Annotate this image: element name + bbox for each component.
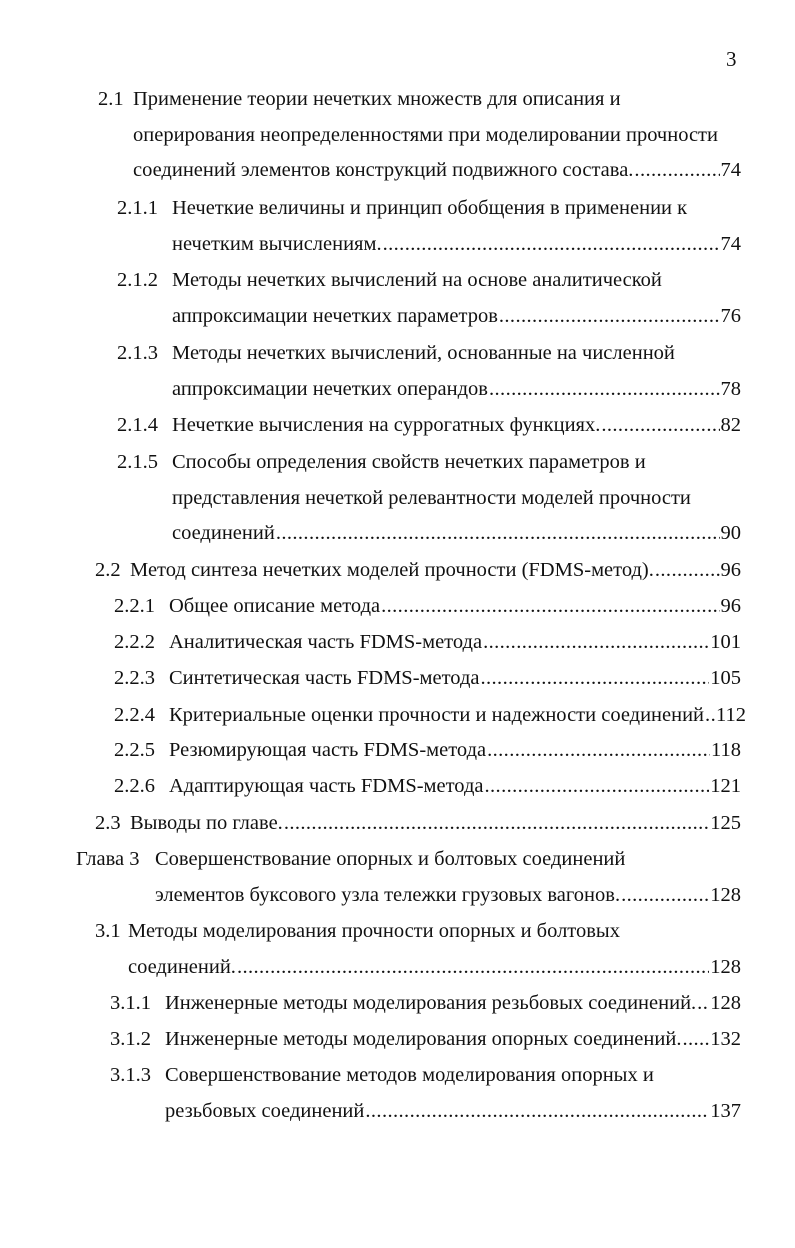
toc-number: 2.1.1 <box>117 197 158 219</box>
toc-page: 101 <box>710 631 741 653</box>
toc-entry-2-1-5-line3 <box>172 520 741 546</box>
toc-number: 2.2 <box>95 559 121 581</box>
toc-number: 3.1 <box>95 920 121 942</box>
toc-title: Критериальные оценки прочности и надежности соединений <box>169 704 705 726</box>
toc-page: 128 <box>710 956 741 978</box>
toc-page: 78 <box>720 378 741 400</box>
dot-leader <box>487 737 710 763</box>
toc-number: 2.1 <box>98 88 124 110</box>
dot-leader <box>237 954 709 980</box>
dot-leader <box>634 157 719 183</box>
toc-entry-2-2-1-line1 <box>169 593 741 619</box>
dot-leader <box>480 665 709 691</box>
toc-page: 112 <box>716 704 747 726</box>
toc-title: резьбовых соединений <box>165 1100 365 1122</box>
toc-title: нечетким вычислениям. <box>172 233 382 255</box>
dot-leader <box>365 1098 709 1124</box>
toc-entry-2-1-4-line1 <box>172 412 741 438</box>
toc-title: Методы нечетких вычислений, основанные на численной <box>172 342 675 364</box>
toc-entry-chapter-3-line2 <box>155 882 741 908</box>
dot-leader <box>284 810 709 836</box>
toc-entry-2-1-5-line2 <box>172 485 691 511</box>
toc-page: 74 <box>720 233 741 255</box>
toc-number: 2.2.5 <box>114 739 155 761</box>
toc-entry-2-1-3-line2 <box>172 376 741 402</box>
toc-number: 2.2.3 <box>114 667 155 689</box>
toc-title: Способы определения свойств нечетких параметров и <box>172 451 646 473</box>
dot-leader <box>705 702 715 728</box>
toc-entry-2-1-line1 <box>133 86 621 112</box>
toc-entry-3-1-1-line1 <box>165 990 741 1016</box>
toc-title: Методы моделирования прочности опорных и болтовых <box>128 920 620 942</box>
dot-leader <box>485 773 710 799</box>
toc-entry-2-3-line1 <box>130 810 741 836</box>
dot-leader <box>697 990 709 1016</box>
toc-title: соединений <box>172 522 275 544</box>
dot-leader <box>383 231 720 257</box>
toc-title: Инженерные методы моделирования опорных соединений. <box>165 1028 682 1050</box>
dot-leader <box>276 520 720 546</box>
toc-title: Резюмирующая часть FDMS-метода <box>169 739 487 761</box>
toc-number: 2.2.1 <box>114 595 155 617</box>
toc-page: 96 <box>720 559 741 581</box>
toc-title: Нечеткие вычисления на суррогатных функциях. <box>172 414 601 436</box>
toc-page: 90 <box>720 522 741 544</box>
toc-page: 128 <box>710 884 741 906</box>
dot-leader <box>655 557 720 583</box>
toc-entry-3-1-3-line2 <box>165 1098 741 1124</box>
toc-page: 74 <box>720 159 741 181</box>
toc-number: 2.1.3 <box>117 342 158 364</box>
toc-entry-3-1-line2 <box>128 954 741 980</box>
toc-number: 3.1.3 <box>110 1064 151 1086</box>
toc-entry-2-1-1-line2 <box>172 231 741 257</box>
toc-entry-2-1-2-line2 <box>172 303 741 329</box>
toc-number: 2.3 <box>95 812 121 834</box>
toc-entry-3-1-line1 <box>128 918 620 944</box>
toc-number: 3.1.2 <box>110 1028 151 1050</box>
toc-number: 2.1.2 <box>117 269 158 291</box>
toc-page: 137 <box>710 1100 741 1122</box>
toc-title: аппроксимации нечетких операндов <box>172 378 488 400</box>
dot-leader <box>381 593 719 619</box>
toc-title: Аналитическая часть FDMS-метода <box>169 631 483 653</box>
dot-leader <box>601 412 719 438</box>
toc-title: Метод синтеза нечетких моделей прочности (FDMS-метод). <box>130 559 654 581</box>
toc-number: Глава 3 <box>76 848 140 870</box>
toc-title: аппроксимации нечетких параметров <box>172 305 498 327</box>
toc-title: Совершенствование методов моделирования опорных и <box>165 1064 654 1086</box>
toc-title: соединений. <box>128 956 236 978</box>
toc-entry-3-1-2-line1 <box>165 1026 741 1052</box>
toc-page: 121 <box>710 775 741 797</box>
toc-entry-2-2-3-line1 <box>169 665 741 691</box>
toc-title: Инженерные методы моделирования резьбовых соединений. <box>165 992 697 1014</box>
toc-title: Применение теории нечетких множеств для описания и <box>133 88 621 110</box>
dot-leader <box>682 1026 709 1052</box>
toc-page: 96 <box>720 595 741 617</box>
toc-page: 125 <box>710 812 741 834</box>
toc-entry-2-2-6-line1 <box>169 773 741 799</box>
toc-number: 2.1.4 <box>117 414 158 436</box>
toc-title: Выводы по главе. <box>130 812 283 834</box>
toc-title: Общее описание метода <box>169 595 381 617</box>
toc-entry-2-1-3-line1 <box>172 340 675 366</box>
toc-page: 82 <box>720 414 741 436</box>
toc-title: Нечеткие величины и принцип обобщения в применении к <box>172 197 688 219</box>
toc-entry-2-2-5-line1 <box>169 737 741 763</box>
toc-entry-2-2-4-line1 <box>169 702 747 728</box>
toc-entry-2-1-2-line1 <box>172 267 662 293</box>
toc-number: 2.1.5 <box>117 451 158 473</box>
toc-title: элементов буксового узла тележки грузовых вагонов. <box>155 884 621 906</box>
toc-entry-2-2-line1 <box>130 557 741 583</box>
toc-entry-2-1-1-line1 <box>172 195 687 221</box>
dot-leader <box>483 629 709 655</box>
toc-page: 118 <box>711 739 741 761</box>
toc-page: 128 <box>710 992 741 1014</box>
dot-leader <box>499 303 720 329</box>
toc-entry-2-1-5-line1 <box>172 449 646 475</box>
toc-entry-2-1-line2 <box>133 122 718 148</box>
toc-title: Методы нечетких вычислений на основе аналитической <box>172 269 662 291</box>
toc-title: Совершенствование опорных и болтовых соединений <box>155 848 626 870</box>
toc-page: 76 <box>720 305 741 327</box>
toc-entry-chapter-3-line1 <box>155 846 625 872</box>
toc-entry-2-1-line3 <box>133 157 741 183</box>
toc-entry-3-1-3-line1 <box>165 1062 654 1088</box>
toc-page: 132 <box>710 1028 741 1050</box>
toc-page: 105 <box>710 667 741 689</box>
dot-leader <box>489 376 720 402</box>
dot-leader <box>621 882 709 908</box>
toc-entry-2-2-2-line1 <box>169 629 741 655</box>
toc-number: 2.2.4 <box>114 704 155 726</box>
toc-number: 2.2.6 <box>114 775 155 797</box>
page-number: 3 <box>726 47 737 71</box>
toc-title: представления нечеткой релевантности моделей прочности <box>172 487 691 509</box>
toc-number: 3.1.1 <box>110 992 151 1014</box>
toc-title: Синтетическая часть FDMS-метода <box>169 667 480 689</box>
toc-number: 2.2.2 <box>114 631 155 653</box>
toc-title: оперирования неопределенностями при моделировании прочности <box>133 124 718 146</box>
toc-title: Адаптирующая часть FDMS-метода <box>169 775 484 797</box>
toc-title: соединений элементов конструкций подвижного состава. <box>133 159 634 181</box>
